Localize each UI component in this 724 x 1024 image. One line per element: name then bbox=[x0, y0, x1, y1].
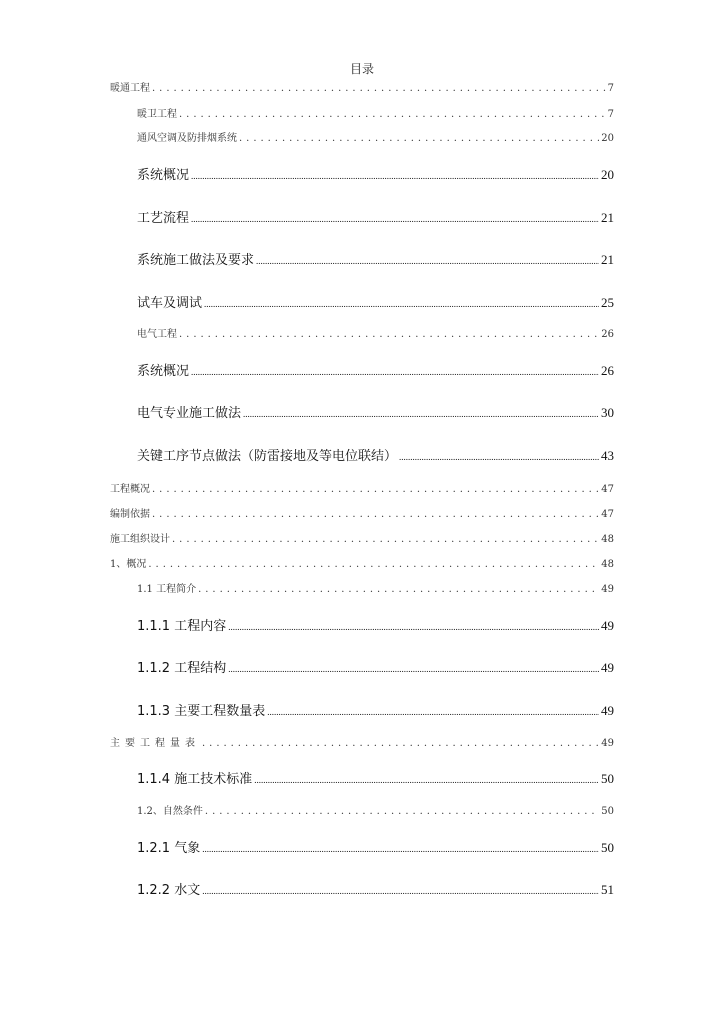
toc-page-number: 21 bbox=[601, 252, 614, 267]
toc-page-number: 7 bbox=[607, 83, 614, 94]
toc-entry-label: 关键工序节点做法（防雷接地及等电位联结） bbox=[137, 449, 398, 464]
toc-page-number: 47 bbox=[601, 509, 614, 520]
toc-entry[interactable] bbox=[137, 108, 614, 122]
toc-entry-label: 1.1.1 工程内容 bbox=[137, 619, 227, 634]
toc-page-number: 30 bbox=[601, 405, 614, 420]
toc-entry[interactable] bbox=[137, 209, 614, 228]
toc-entry[interactable] bbox=[137, 617, 614, 636]
toc-entry-label: 系统概况 bbox=[137, 364, 190, 379]
toc-entry-label: 试车及调试 bbox=[137, 296, 203, 311]
toc-page-number: 49 bbox=[601, 584, 614, 595]
toc-entry[interactable] bbox=[137, 839, 614, 858]
toc-page-number: 48 bbox=[601, 534, 614, 545]
dot-leader bbox=[152, 483, 599, 497]
toc-page-number: 26 bbox=[601, 329, 614, 340]
toc-page-number: 21 bbox=[601, 210, 614, 225]
toc-entry-label: 1.1 工程简介 bbox=[137, 584, 197, 595]
toc-entry-label: 暖通工程 bbox=[110, 83, 150, 94]
dot-leader bbox=[198, 583, 599, 597]
toc-entry-label: 1.2.2 水文 bbox=[137, 883, 201, 898]
toc-entry[interactable] bbox=[110, 558, 614, 572]
toc-entry[interactable] bbox=[137, 132, 614, 146]
toc-entry[interactable] bbox=[110, 483, 614, 497]
toc-entry[interactable] bbox=[137, 447, 614, 466]
toc-entry[interactable] bbox=[110, 82, 614, 96]
dot-leader bbox=[202, 737, 599, 751]
toc-entry-label: 暖卫工程 bbox=[137, 109, 177, 120]
dot-leader bbox=[148, 558, 599, 572]
toc-page-number: 50 bbox=[601, 771, 614, 786]
toc-entry-label: 1.1.4 施工技术标准 bbox=[137, 772, 253, 787]
dot-leader bbox=[228, 618, 599, 636]
toc-entry-label: 电气工程 bbox=[137, 329, 177, 340]
toc-title: 目录 bbox=[349, 62, 374, 76]
dot-leader bbox=[152, 508, 599, 522]
toc-entry[interactable] bbox=[137, 881, 614, 900]
toc-page-number: 48 bbox=[601, 559, 614, 570]
toc-page-number: 7 bbox=[607, 109, 614, 120]
dot-leader bbox=[399, 448, 599, 466]
toc-page-number: 20 bbox=[601, 133, 614, 144]
toc-entry[interactable] bbox=[137, 702, 614, 721]
toc-page-number: 50 bbox=[601, 840, 614, 855]
dot-leader bbox=[191, 167, 599, 185]
toc-entry-label: 电气专业施工做法 bbox=[137, 406, 242, 421]
dot-leader bbox=[152, 82, 606, 96]
toc-page-number: 20 bbox=[601, 167, 614, 182]
toc-entry-label: 系统概况 bbox=[137, 168, 190, 183]
toc-entry[interactable] bbox=[137, 362, 614, 381]
dot-leader bbox=[267, 703, 599, 721]
toc-entry-label: 施工组织设计 bbox=[110, 534, 170, 545]
dot-leader bbox=[243, 405, 599, 423]
toc-page-number: 49 bbox=[601, 703, 614, 718]
toc-entry[interactable] bbox=[137, 805, 614, 819]
toc-entry-label: 系统施工做法及要求 bbox=[137, 253, 255, 268]
toc-entry[interactable] bbox=[137, 659, 614, 678]
toc-entry[interactable] bbox=[110, 508, 614, 522]
toc-entry[interactable] bbox=[137, 251, 614, 270]
toc-entry[interactable] bbox=[110, 533, 614, 547]
toc-page-number: 50 bbox=[601, 806, 614, 817]
dot-leader bbox=[228, 660, 599, 678]
dot-leader bbox=[191, 363, 599, 381]
toc-entry[interactable] bbox=[137, 404, 614, 423]
toc-entry-label: 工艺流程 bbox=[137, 211, 190, 226]
toc-entry-label: 1.2、自然条件 bbox=[137, 806, 203, 817]
toc-entry-label: 1.1.3 主要工程数量表 bbox=[137, 704, 266, 719]
dot-leader bbox=[179, 108, 606, 122]
toc-entry-label: 主要工程量表 bbox=[110, 738, 200, 749]
toc-page-number: 51 bbox=[601, 882, 614, 897]
toc-entry-label: 工程概况 bbox=[110, 484, 150, 495]
toc-entry-label: 1、概况 bbox=[110, 559, 147, 570]
toc-entry[interactable] bbox=[137, 328, 614, 342]
dot-leader bbox=[172, 533, 599, 547]
toc-page-number: 47 bbox=[601, 484, 614, 495]
toc-page-number: 49 bbox=[601, 660, 614, 675]
toc-entry-label: 1.1.2 工程结构 bbox=[137, 661, 227, 676]
toc-entry[interactable] bbox=[110, 737, 614, 751]
toc-entry-label: 通风空调及防排烟系统 bbox=[137, 133, 237, 144]
dot-leader bbox=[191, 210, 599, 228]
toc-entry-label: 1.2.1 气象 bbox=[137, 841, 201, 856]
toc-page-number: 43 bbox=[601, 448, 614, 463]
dot-leader bbox=[179, 328, 599, 342]
toc-entry-label: 编制依据 bbox=[110, 509, 150, 520]
toc-entry[interactable] bbox=[137, 583, 614, 597]
dot-leader bbox=[202, 840, 599, 858]
toc-page-number: 49 bbox=[601, 738, 614, 749]
toc-page-number: 26 bbox=[601, 363, 614, 378]
toc-page-number: 49 bbox=[601, 618, 614, 633]
toc-entry[interactable] bbox=[137, 294, 614, 313]
dot-leader bbox=[239, 132, 599, 146]
toc-entry[interactable] bbox=[137, 770, 614, 789]
dot-leader bbox=[254, 771, 599, 789]
toc-entry[interactable] bbox=[137, 166, 614, 185]
dot-leader bbox=[202, 882, 599, 900]
dot-leader bbox=[204, 295, 599, 313]
toc-page-number: 25 bbox=[601, 295, 614, 310]
dot-leader bbox=[205, 805, 599, 819]
dot-leader bbox=[256, 252, 599, 270]
